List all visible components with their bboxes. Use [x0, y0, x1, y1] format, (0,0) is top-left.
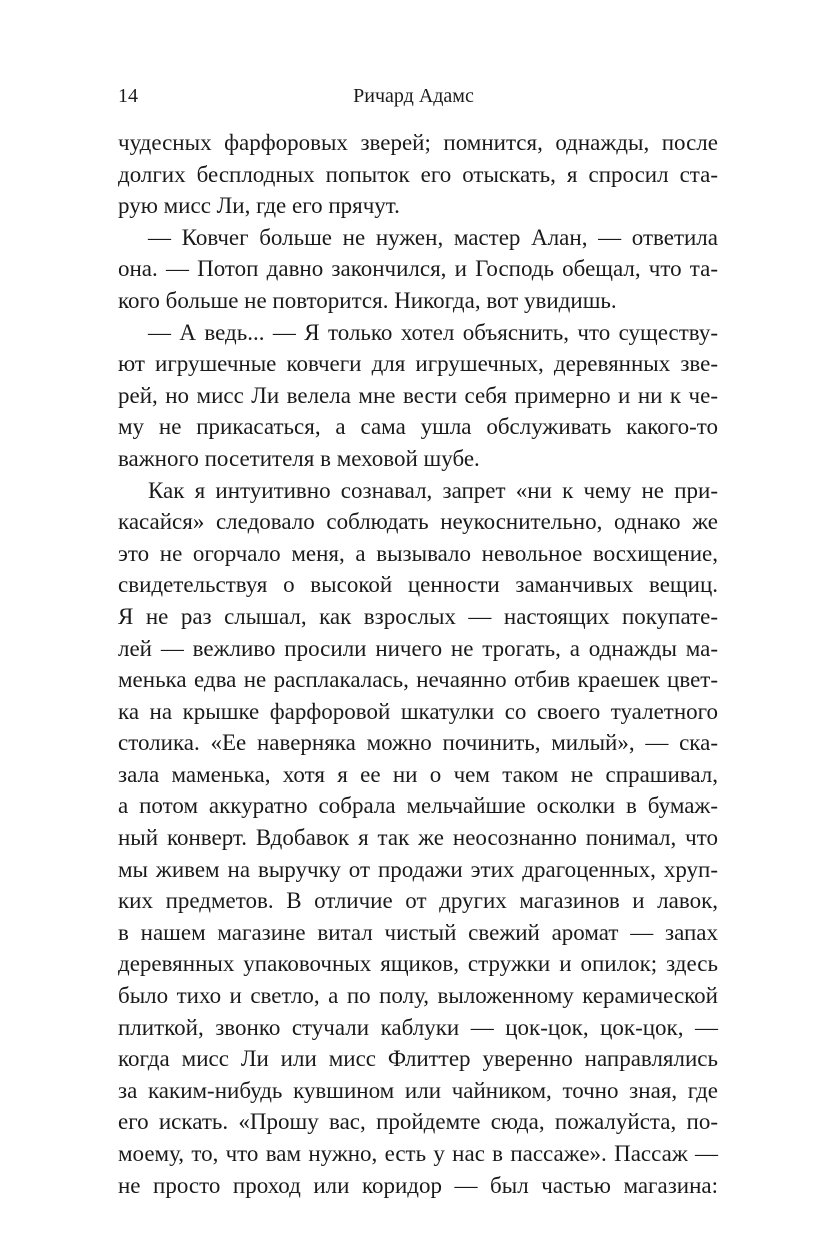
text-line: ка на крышке фарфоровой шкатулки со своего туалетного — [118, 698, 718, 724]
text-line: ный конверт. Вдобавок я так же неосознанно понимал, что — [118, 825, 718, 851]
text-line: му не прикасаться, а сама ушла обслуживать какого-то — [118, 414, 718, 440]
page-number: 14 — [118, 85, 138, 107]
text-line: — А ведь... — Я только хотел объяснить, что существу- — [148, 319, 718, 345]
body-text — [118, 127, 718, 1201]
text-line: ют игрушечные ковчеги для игрушечных, деревянных зве- — [118, 351, 718, 377]
text-line: не просто проход или коридор — был частью магазина: — [118, 1172, 718, 1198]
text-line: Как я интуитивно сознавал, запрет «ни к чему не при- — [148, 477, 718, 503]
text-line: плиткой, звонко стучали каблуки — цок-цок, цок-цок, — — [118, 1014, 718, 1040]
text-line: мы живем на выручку от продажи этих драгоценных, хруп- — [118, 856, 718, 882]
text-line: лей — вежливо просили ничего не трогать, а однажды ма- — [118, 635, 718, 661]
text-line: кого больше не повторится. Никогда, вот увидишь. — [118, 287, 617, 313]
running-title: Ричард Адамс — [353, 85, 474, 107]
text-line: моему, то, что вам нужно, есть у нас в пассаже». Пассаж — — [118, 1141, 718, 1166]
text-line: долгих бесплодных попыток его отыскать, я спросил ста- — [118, 161, 718, 187]
text-line: когда мисс Ли или мисс Флиттер уверенно направлялись — [118, 1046, 718, 1072]
text-line: ких предметов. В отличие от других магазинов и лавок, — [118, 888, 718, 914]
text-line: свидетельствуя о высокой ценности заманчивых вещиц. — [118, 572, 718, 598]
text-line: Я не раз слышал, как взрослых — настоящих покупате- — [118, 603, 718, 629]
text-line: было тихо и светло, а по полу, выложенному керамической — [118, 983, 718, 1009]
text-line: — Ковчег больше не нужен, мастер Алан, — ответила — [148, 224, 718, 250]
text-line: в нашем магазине витал чистый свежий аромат — запах — [118, 919, 718, 945]
text-line: это не огорчало меня, а вызывало невольное восхищение, — [118, 540, 718, 566]
text-line: за каким-нибудь кувшином или чайником, точно зная, где — [118, 1077, 718, 1103]
text-line: рей, но мисс Ли велела мне вести себя примерно и ни к че- — [118, 382, 718, 408]
text-line: касайся» следовало соблюдать неукоснительно, однако же — [118, 509, 718, 535]
text-line: зала маменька, хотя я ее ни о чем таком не спрашивал, — [118, 761, 718, 787]
text-line: столика. «Ее наверняка можно починить, милый», — ска- — [118, 730, 718, 756]
text-line: его искать. «Прошу вас, пройдемте сюда, пожалуйста, по- — [118, 1109, 718, 1135]
text-line: она. — Потоп давно закончился, и Господь обещал, что та- — [118, 256, 718, 282]
text-line: рую мисс Ли, где его прячут. — [118, 193, 400, 219]
text-line: менька едва не расплакалась, нечаянно отбив краешек цвет- — [118, 667, 718, 693]
text-line: важного посетителя в меховой шубе. — [118, 445, 480, 471]
text-line: деревянных упаковочных ящиков, стружки и опилок; здесь — [118, 951, 718, 977]
text-line: а потом аккуратно собрала мельчайшие осколки в бумаж- — [118, 793, 718, 819]
text-line: чудесных фарфоровых зверей; помнится, однажды, после — [118, 130, 718, 155]
